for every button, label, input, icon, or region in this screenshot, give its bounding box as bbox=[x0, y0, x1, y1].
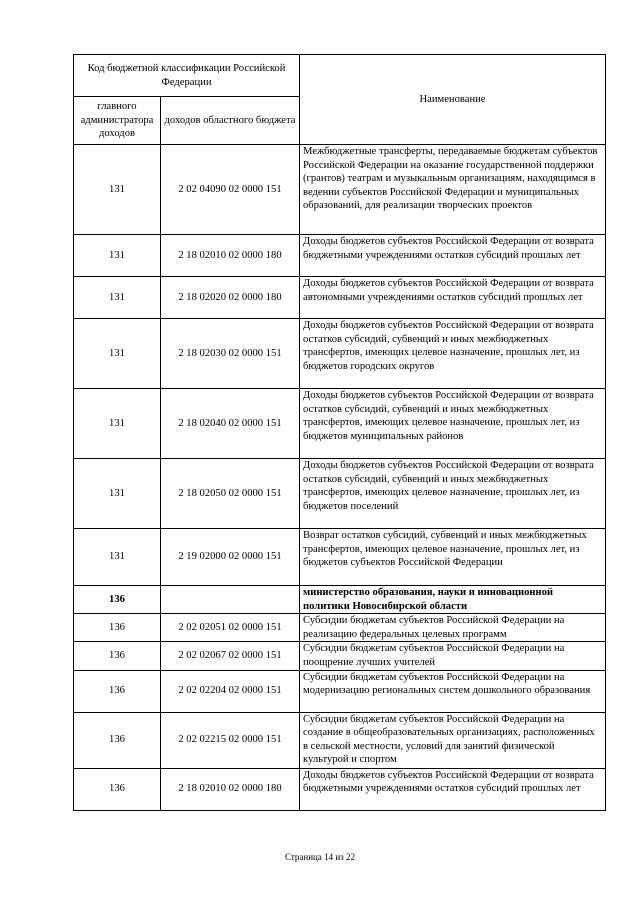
table-row bbox=[74, 389, 606, 459]
income-code-cell: 2 18 02020 02 0000 180 bbox=[161, 277, 300, 319]
income-code-cell: 2 19 02000 02 0000 151 bbox=[161, 529, 300, 586]
name-cell: министерство образования, науки и инновационной политики Новосибирской области bbox=[300, 586, 606, 614]
income-code-cell: 2 18 02050 02 0000 151 bbox=[161, 459, 300, 529]
name-cell: Субсидии бюджетам субъектов Российской Федерации на поощрение лучших учителей bbox=[300, 642, 606, 670]
name-cell: Субсидии бюджетам субъектов Российской Федерации на создание в общеобразовательных организациях, расположенных в сельской местности, условий для занятий физической культурой и спортом bbox=[300, 712, 606, 768]
table-row bbox=[74, 145, 606, 235]
income-code-cell: 2 18 02040 02 0000 151 bbox=[161, 389, 300, 459]
table-row bbox=[74, 529, 606, 586]
admin-code-cell: 136 bbox=[74, 768, 161, 810]
admin-code-cell: 131 bbox=[74, 145, 161, 235]
table-row bbox=[74, 459, 606, 529]
budget-classification-table bbox=[73, 54, 606, 811]
income-code-cell: 2 18 02010 02 0000 180 bbox=[161, 768, 300, 810]
admin-code-cell: 131 bbox=[74, 389, 161, 459]
name-cell: Субсидии бюджетам субъектов Российской Федерации на модернизацию региональных систем дошкольного образования bbox=[300, 670, 606, 712]
name-cell: Возврат остатков субсидий, субвенций и иных межбюджетных трансфертов, имеющих целевое назначение, прошлых лет, из бюджетов субъектов Российской Федерации bbox=[300, 529, 606, 586]
name-cell: Доходы бюджетов субъектов Российской Федерации от возврата автономными учреждениями остатков субсидий прошлых лет bbox=[300, 277, 606, 319]
name-cell: Доходы бюджетов субъектов Российской Федерации от возврата остатков субсидий, субвенций и иных межбюджетных трансфертов, имеющих целевое назначение, прошлых лет, из бюджетов муниципальных районов bbox=[300, 389, 606, 459]
header-name: Наименование bbox=[300, 55, 606, 145]
income-code-cell: 2 18 02030 02 0000 151 bbox=[161, 319, 300, 389]
admin-code-cell: 131 bbox=[74, 529, 161, 586]
income-code-cell: 2 02 04090 02 0000 151 bbox=[161, 145, 300, 235]
name-cell: Субсидии бюджетам субъектов Российской Федерации на реализацию федеральных целевых программ bbox=[300, 614, 606, 642]
income-code-cell: 2 02 02067 02 0000 151 bbox=[161, 642, 300, 670]
admin-code-cell: 136 bbox=[74, 670, 161, 712]
income-code-cell: 2 02 02051 02 0000 151 bbox=[161, 614, 300, 642]
name-cell: Доходы бюджетов субъектов Российской Федерации от возврата бюджетными учреждениями остатков субсидий прошлых лет bbox=[300, 235, 606, 277]
header-main-administrator: главного администратора доходов bbox=[74, 97, 161, 145]
header-budget-code-group: Код бюджетной классификации Российской Федерации bbox=[74, 55, 300, 97]
admin-code-cell: 136 bbox=[74, 586, 161, 614]
income-code-cell: 2 18 02010 02 0000 180 bbox=[161, 235, 300, 277]
table-row bbox=[74, 586, 606, 614]
admin-code-cell: 131 bbox=[74, 235, 161, 277]
name-cell: Доходы бюджетов субъектов Российской Федерации от возврата бюджетными учреждениями остатков субсидий прошлых лет bbox=[300, 768, 606, 810]
table-row bbox=[74, 670, 606, 712]
income-code-cell bbox=[161, 586, 300, 614]
income-code-cell: 2 02 02204 02 0000 151 bbox=[161, 670, 300, 712]
admin-code-cell: 131 bbox=[74, 319, 161, 389]
table-body bbox=[74, 145, 606, 811]
admin-code-cell: 136 bbox=[74, 712, 161, 768]
table-row bbox=[74, 768, 606, 810]
admin-code-cell: 136 bbox=[74, 642, 161, 670]
income-code-cell: 2 02 02215 02 0000 151 bbox=[161, 712, 300, 768]
name-cell: Межбюджетные трансферты, передаваемые бюджетам субъектов Российской Федерации на оказание государственной поддержки (грантов) театрам и музыкальным организациям, находящимся в ведении субъектов Российской Федерации и муниципальных образований, для реализации творческих проектов bbox=[300, 145, 606, 235]
name-cell: Доходы бюджетов субъектов Российской Федерации от возврата остатков субсидий, субвенций и иных межбюджетных трансфертов, имеющих целевое назначение, прошлых лет, из бюджетов городских округов bbox=[300, 319, 606, 389]
name-cell: Доходы бюджетов субъектов Российской Федерации от возврата остатков субсидий, субвенций и иных межбюджетных трансфертов, имеющих целевое назначение, прошлых лет, из бюджетов поселений bbox=[300, 459, 606, 529]
table-row bbox=[74, 235, 606, 277]
table-row bbox=[74, 712, 606, 768]
page-footer: Страница 14 из 22 bbox=[285, 852, 355, 862]
header-regional-budget-income: доходов областного бюджета bbox=[161, 97, 300, 145]
admin-code-cell: 131 bbox=[74, 277, 161, 319]
admin-code-cell: 136 bbox=[74, 614, 161, 642]
table-row bbox=[74, 319, 606, 389]
table-row bbox=[74, 642, 606, 670]
table-row bbox=[74, 277, 606, 319]
table-row bbox=[74, 614, 606, 642]
admin-code-cell: 131 bbox=[74, 459, 161, 529]
